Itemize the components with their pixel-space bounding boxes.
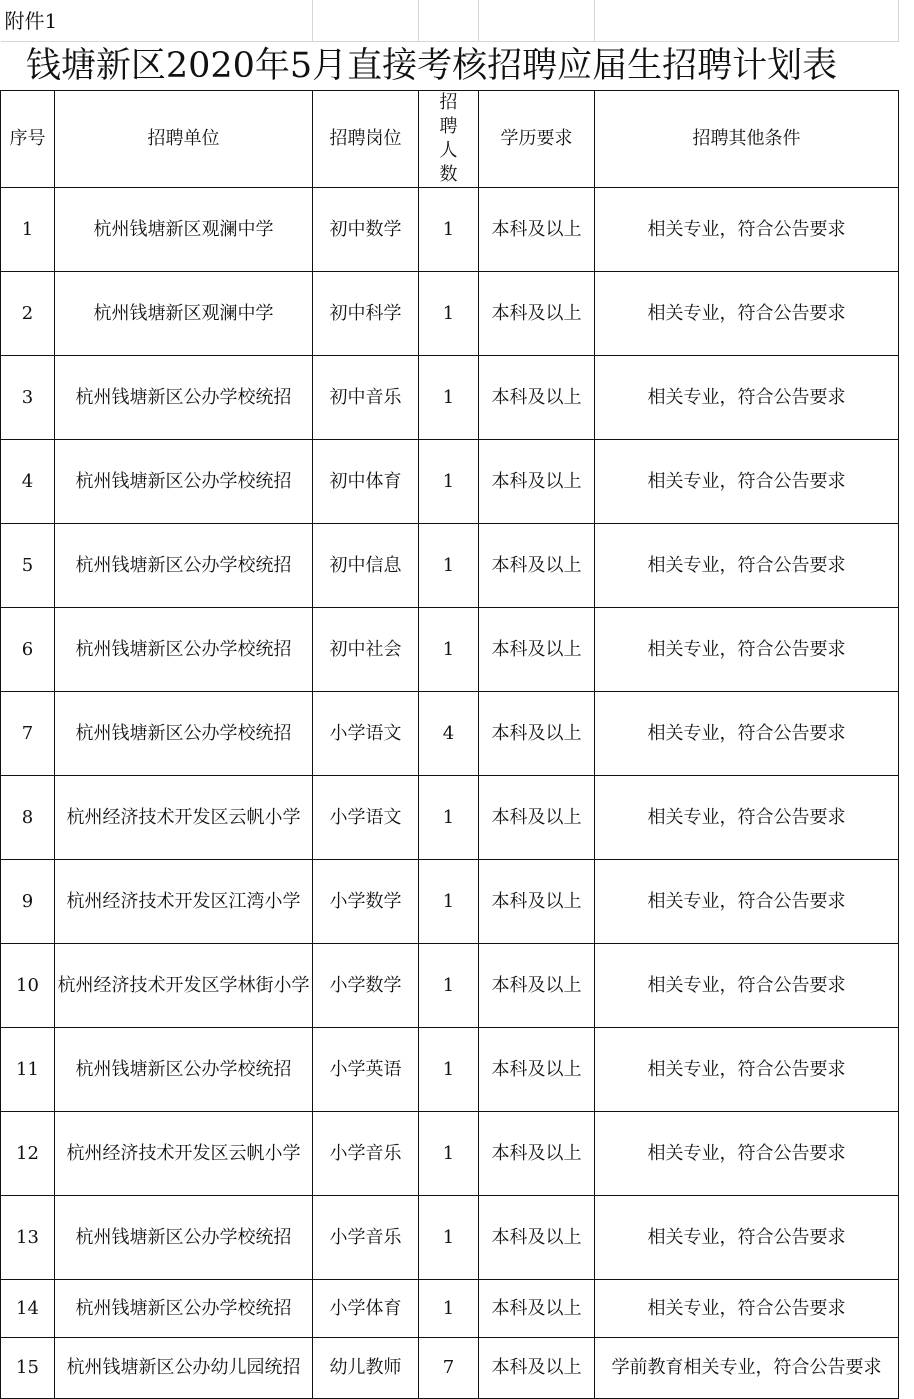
cell-unit: 杭州经济技术开发区学林街小学 xyxy=(55,944,313,1028)
cell-unit: 杭州钱塘新区公办学校统招 xyxy=(55,1196,313,1280)
cell-unit: 杭州钱塘新区公办学校统招 xyxy=(55,1028,313,1112)
cell-unit: 杭州经济技术开发区云帆小学 xyxy=(55,776,313,860)
cell-conditions: 相关专业，符合公告要求 xyxy=(595,860,899,944)
cell-position: 小学数学 xyxy=(313,860,419,944)
cell-count: 4 xyxy=(419,692,479,776)
cell-education: 本科及以上 xyxy=(479,1196,595,1280)
cell-count: 1 xyxy=(419,272,479,356)
cell-index: 12 xyxy=(1,1112,55,1196)
cell-index: 7 xyxy=(1,692,55,776)
cell-conditions: 相关专业，符合公告要求 xyxy=(595,1280,899,1338)
table-row xyxy=(1,1028,899,1112)
cell-conditions: 学前教育相关专业，符合公告要求 xyxy=(595,1338,899,1399)
cell-count: 1 xyxy=(419,356,479,440)
table-row xyxy=(1,1338,899,1399)
cell-position: 初中信息 xyxy=(313,524,419,608)
cell-education: 本科及以上 xyxy=(479,776,595,860)
cell-conditions: 相关专业，符合公告要求 xyxy=(595,1112,899,1196)
cell-unit: 杭州钱塘新区公办学校统招 xyxy=(55,692,313,776)
cell-count: 1 xyxy=(419,776,479,860)
cell-unit: 杭州钱塘新区公办学校统招 xyxy=(55,608,313,692)
cell-conditions: 相关专业，符合公告要求 xyxy=(595,1028,899,1112)
table-row xyxy=(1,1112,899,1196)
cell-conditions: 相关专业，符合公告要求 xyxy=(595,1196,899,1280)
cell-education: 本科及以上 xyxy=(479,1338,595,1399)
cell-count: 1 xyxy=(419,188,479,272)
header-index: 序号 xyxy=(1,91,55,188)
cell-position: 幼儿教师 xyxy=(313,1338,419,1399)
cell-position: 初中数学 xyxy=(313,188,419,272)
cell-education: 本科及以上 xyxy=(479,608,595,692)
cell-index: 8 xyxy=(1,776,55,860)
cell-education: 本科及以上 xyxy=(479,272,595,356)
cell-unit: 杭州经济技术开发区江湾小学 xyxy=(55,860,313,944)
cell-position: 小学语文 xyxy=(313,776,419,860)
table-row xyxy=(1,188,899,272)
cell-conditions: 相关专业，符合公告要求 xyxy=(595,944,899,1028)
attachment-row xyxy=(1,0,899,42)
cell-education: 本科及以上 xyxy=(479,440,595,524)
cell-index: 1 xyxy=(1,188,55,272)
cell-education: 本科及以上 xyxy=(479,692,595,776)
cell-position: 初中体育 xyxy=(313,440,419,524)
cell-index: 9 xyxy=(1,860,55,944)
cell-conditions: 相关专业，符合公告要求 xyxy=(595,776,899,860)
empty-cell xyxy=(479,0,595,42)
cell-unit: 杭州钱塘新区公办学校统招 xyxy=(55,1280,313,1338)
header-count: 招聘人数 xyxy=(419,91,479,188)
cell-count: 1 xyxy=(419,1028,479,1112)
cell-education: 本科及以上 xyxy=(479,1280,595,1338)
page-title: 钱塘新区2020年5月直接考核招聘应届生招聘计划表 xyxy=(25,46,838,86)
cell-count: 1 xyxy=(419,524,479,608)
header-row xyxy=(1,91,899,188)
cell-index: 4 xyxy=(1,440,55,524)
cell-index: 5 xyxy=(1,524,55,608)
table-row xyxy=(1,272,899,356)
empty-cell xyxy=(313,0,419,42)
header-unit: 招聘单位 xyxy=(55,91,313,188)
table-row xyxy=(1,944,899,1028)
table-row xyxy=(1,692,899,776)
cell-unit: 杭州钱塘新区观澜中学 xyxy=(55,188,313,272)
cell-position: 初中科学 xyxy=(313,272,419,356)
table-row xyxy=(1,1196,899,1280)
cell-index: 11 xyxy=(1,1028,55,1112)
cell-count: 1 xyxy=(419,1112,479,1196)
cell-conditions: 相关专业，符合公告要求 xyxy=(595,608,899,692)
table-row xyxy=(1,440,899,524)
cell-unit: 杭州钱塘新区观澜中学 xyxy=(55,272,313,356)
cell-education: 本科及以上 xyxy=(479,860,595,944)
table-row xyxy=(1,356,899,440)
cell-position: 初中社会 xyxy=(313,608,419,692)
cell-index: 14 xyxy=(1,1280,55,1338)
cell-index: 10 xyxy=(1,944,55,1028)
cell-index: 2 xyxy=(1,272,55,356)
cell-unit: 杭州钱塘新区公办幼儿园统招 xyxy=(55,1338,313,1399)
cell-conditions: 相关专业，符合公告要求 xyxy=(595,524,899,608)
cell-count: 1 xyxy=(419,1280,479,1338)
title-row xyxy=(1,42,899,91)
cell-count: 1 xyxy=(419,944,479,1028)
cell-unit: 杭州钱塘新区公办学校统招 xyxy=(55,440,313,524)
cell-count: 1 xyxy=(419,608,479,692)
table-row xyxy=(1,608,899,692)
attachment-label: 附件1 xyxy=(1,0,313,42)
empty-cell xyxy=(595,0,899,42)
cell-count: 1 xyxy=(419,1196,479,1280)
cell-position: 小学数学 xyxy=(313,944,419,1028)
table-row xyxy=(1,1280,899,1338)
cell-position: 小学音乐 xyxy=(313,1112,419,1196)
cell-education: 本科及以上 xyxy=(479,356,595,440)
header-education: 学历要求 xyxy=(479,91,595,188)
cell-count: 1 xyxy=(419,860,479,944)
cell-count: 1 xyxy=(419,440,479,524)
cell-conditions: 相关专业，符合公告要求 xyxy=(595,272,899,356)
cell-position: 小学音乐 xyxy=(313,1196,419,1280)
cell-education: 本科及以上 xyxy=(479,524,595,608)
cell-unit: 杭州钱塘新区公办学校统招 xyxy=(55,524,313,608)
cell-unit: 杭州钱塘新区公办学校统招 xyxy=(55,356,313,440)
cell-education: 本科及以上 xyxy=(479,188,595,272)
cell-conditions: 相关专业，符合公告要求 xyxy=(595,692,899,776)
cell-index: 6 xyxy=(1,608,55,692)
cell-education: 本科及以上 xyxy=(479,944,595,1028)
cell-education: 本科及以上 xyxy=(479,1112,595,1196)
cell-position: 小学语文 xyxy=(313,692,419,776)
empty-cell xyxy=(419,0,479,42)
cell-conditions: 相关专业，符合公告要求 xyxy=(595,188,899,272)
table-row xyxy=(1,524,899,608)
cell-index: 3 xyxy=(1,356,55,440)
cell-position: 小学英语 xyxy=(313,1028,419,1112)
header-conditions: 招聘其他条件 xyxy=(595,91,899,188)
cell-index: 15 xyxy=(1,1338,55,1399)
cell-index: 13 xyxy=(1,1196,55,1280)
table-row xyxy=(1,776,899,860)
cell-count: 7 xyxy=(419,1338,479,1399)
cell-conditions: 相关专业，符合公告要求 xyxy=(595,356,899,440)
cell-education: 本科及以上 xyxy=(479,1028,595,1112)
cell-position: 初中音乐 xyxy=(313,356,419,440)
title-cell xyxy=(1,42,899,91)
cell-position: 小学体育 xyxy=(313,1280,419,1338)
cell-conditions: 相关专业，符合公告要求 xyxy=(595,440,899,524)
table-row xyxy=(1,860,899,944)
header-position: 招聘岗位 xyxy=(313,91,419,188)
cell-unit: 杭州经济技术开发区云帆小学 xyxy=(55,1112,313,1196)
